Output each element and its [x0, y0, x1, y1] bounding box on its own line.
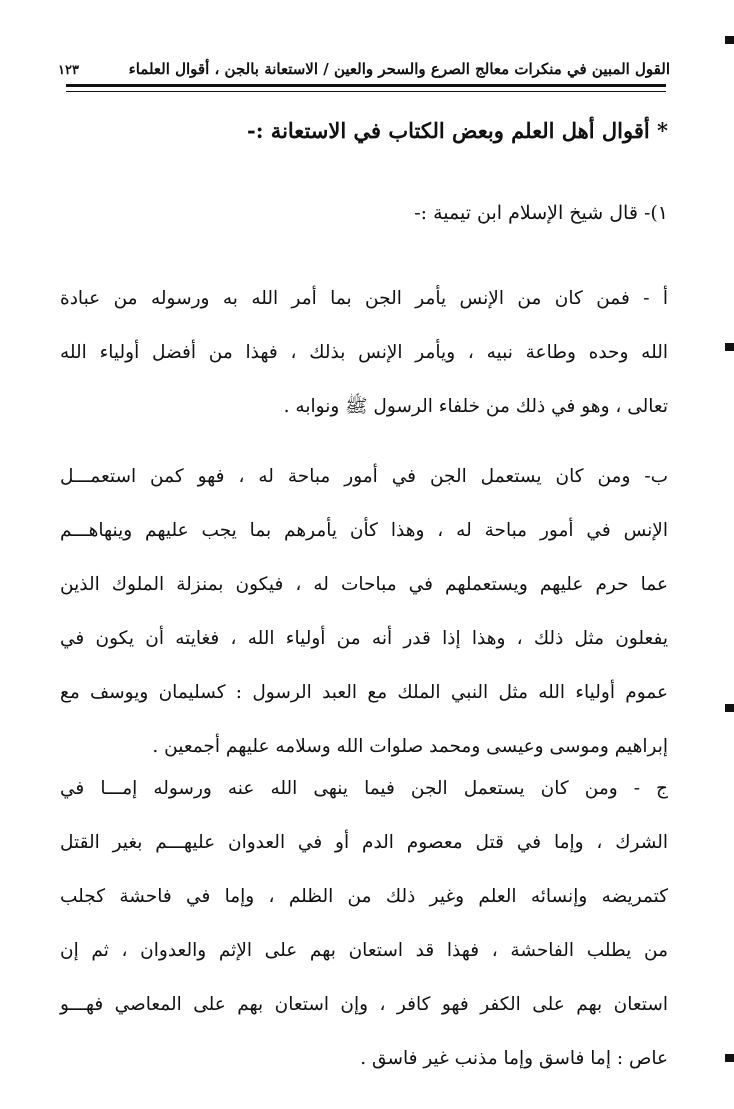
paragraph-line: الشرك ، وإما في قتل معصوم الدم أو في العدوان عليهـــم بغير القتل	[60, 832, 668, 853]
running-header	[58, 44, 670, 78]
scan-margin-mark	[725, 343, 734, 351]
paragraph-line: يفعلون مثل ذلك ، وهذا إذا قدر أنه من أولياء الله ، فغايته أن يكون في	[60, 628, 668, 649]
paragraph-a	[60, 272, 668, 434]
header-title: القول المبين في منكرات معالج الصرع والسحر والعين / الاستعانة بالجن ، أقوال العلماء	[128, 60, 670, 78]
header-rule-thick	[66, 84, 666, 87]
scan-margin-mark	[725, 1054, 734, 1062]
paragraph-line: أ - فمن كان من الإنس يأمر الجن بما أمر الله به ورسوله من عبادة	[60, 288, 668, 309]
paragraph-line: من يطلب الفاحشة ، فهذا قد استعان بهم على الإثم والعدوان ، ثم إن	[60, 940, 668, 961]
scan-margin-mark	[725, 704, 734, 712]
paragraph-line: ب- ومن كان يستعمل الجن في أمور مباحة له ، فهو كمن استعمـــل	[60, 466, 668, 487]
paragraph-c	[60, 762, 668, 1086]
paragraph-line: الله وحده وطاعة نبيه ، ويأمر الإنس بذلك ، فهذا من أفضل أولياء الله	[60, 342, 668, 363]
paragraph-line: كتمريضه وإنسائه العلم وغير ذلك من الظلم ، وإما في فاحشة كجلب	[60, 886, 668, 907]
paragraph-line: عما حرم عليهم ويستعملهم في مباحات له ، فيكون بمنزلة الملوك الذين	[60, 574, 668, 595]
paragraph-line: إبراهيم وموسى وعيسى ومحمد صلوات الله وسلامه عليهم أجمعين .	[152, 736, 668, 757]
paragraph-line: عاص : إما فاسق وإما مذنب غير فاسق .	[360, 1048, 668, 1069]
page-number: ١٢٣	[58, 63, 79, 78]
paragraph-line: الإنس في أمور مباحة له ، وهذا كأن يأمرهم بما يجب عليهم وينهاهـــم	[60, 520, 668, 541]
header-rule-thin	[66, 91, 666, 92]
paragraph-line: تعالى ، وهو في ذلك من خلفاء الرسول ﷺ ونوابه .	[283, 396, 668, 417]
paragraph-line: عموم أولياء الله مثل النبي الملك مع العبد الرسول : كسليمان ويوسف مع	[60, 682, 668, 703]
section-heading: * أقوال أهل العلم وبعض الكتاب في الاستعانة :-	[247, 118, 668, 143]
paragraph-line: ج - ومن كان يستعمل الجن فيما ينهى الله عنه ورسوله إمـــا في	[60, 778, 668, 799]
paragraph-line: استعان بهم على الكفر فهو كافر ، وإن استعان بهم على المعاصي فهـــو	[60, 994, 668, 1015]
subheading: ١)- قال شيخ الإسلام ابن تيمية :-	[414, 202, 668, 224]
scan-margin-mark	[725, 36, 734, 44]
paragraph-b	[60, 450, 668, 774]
